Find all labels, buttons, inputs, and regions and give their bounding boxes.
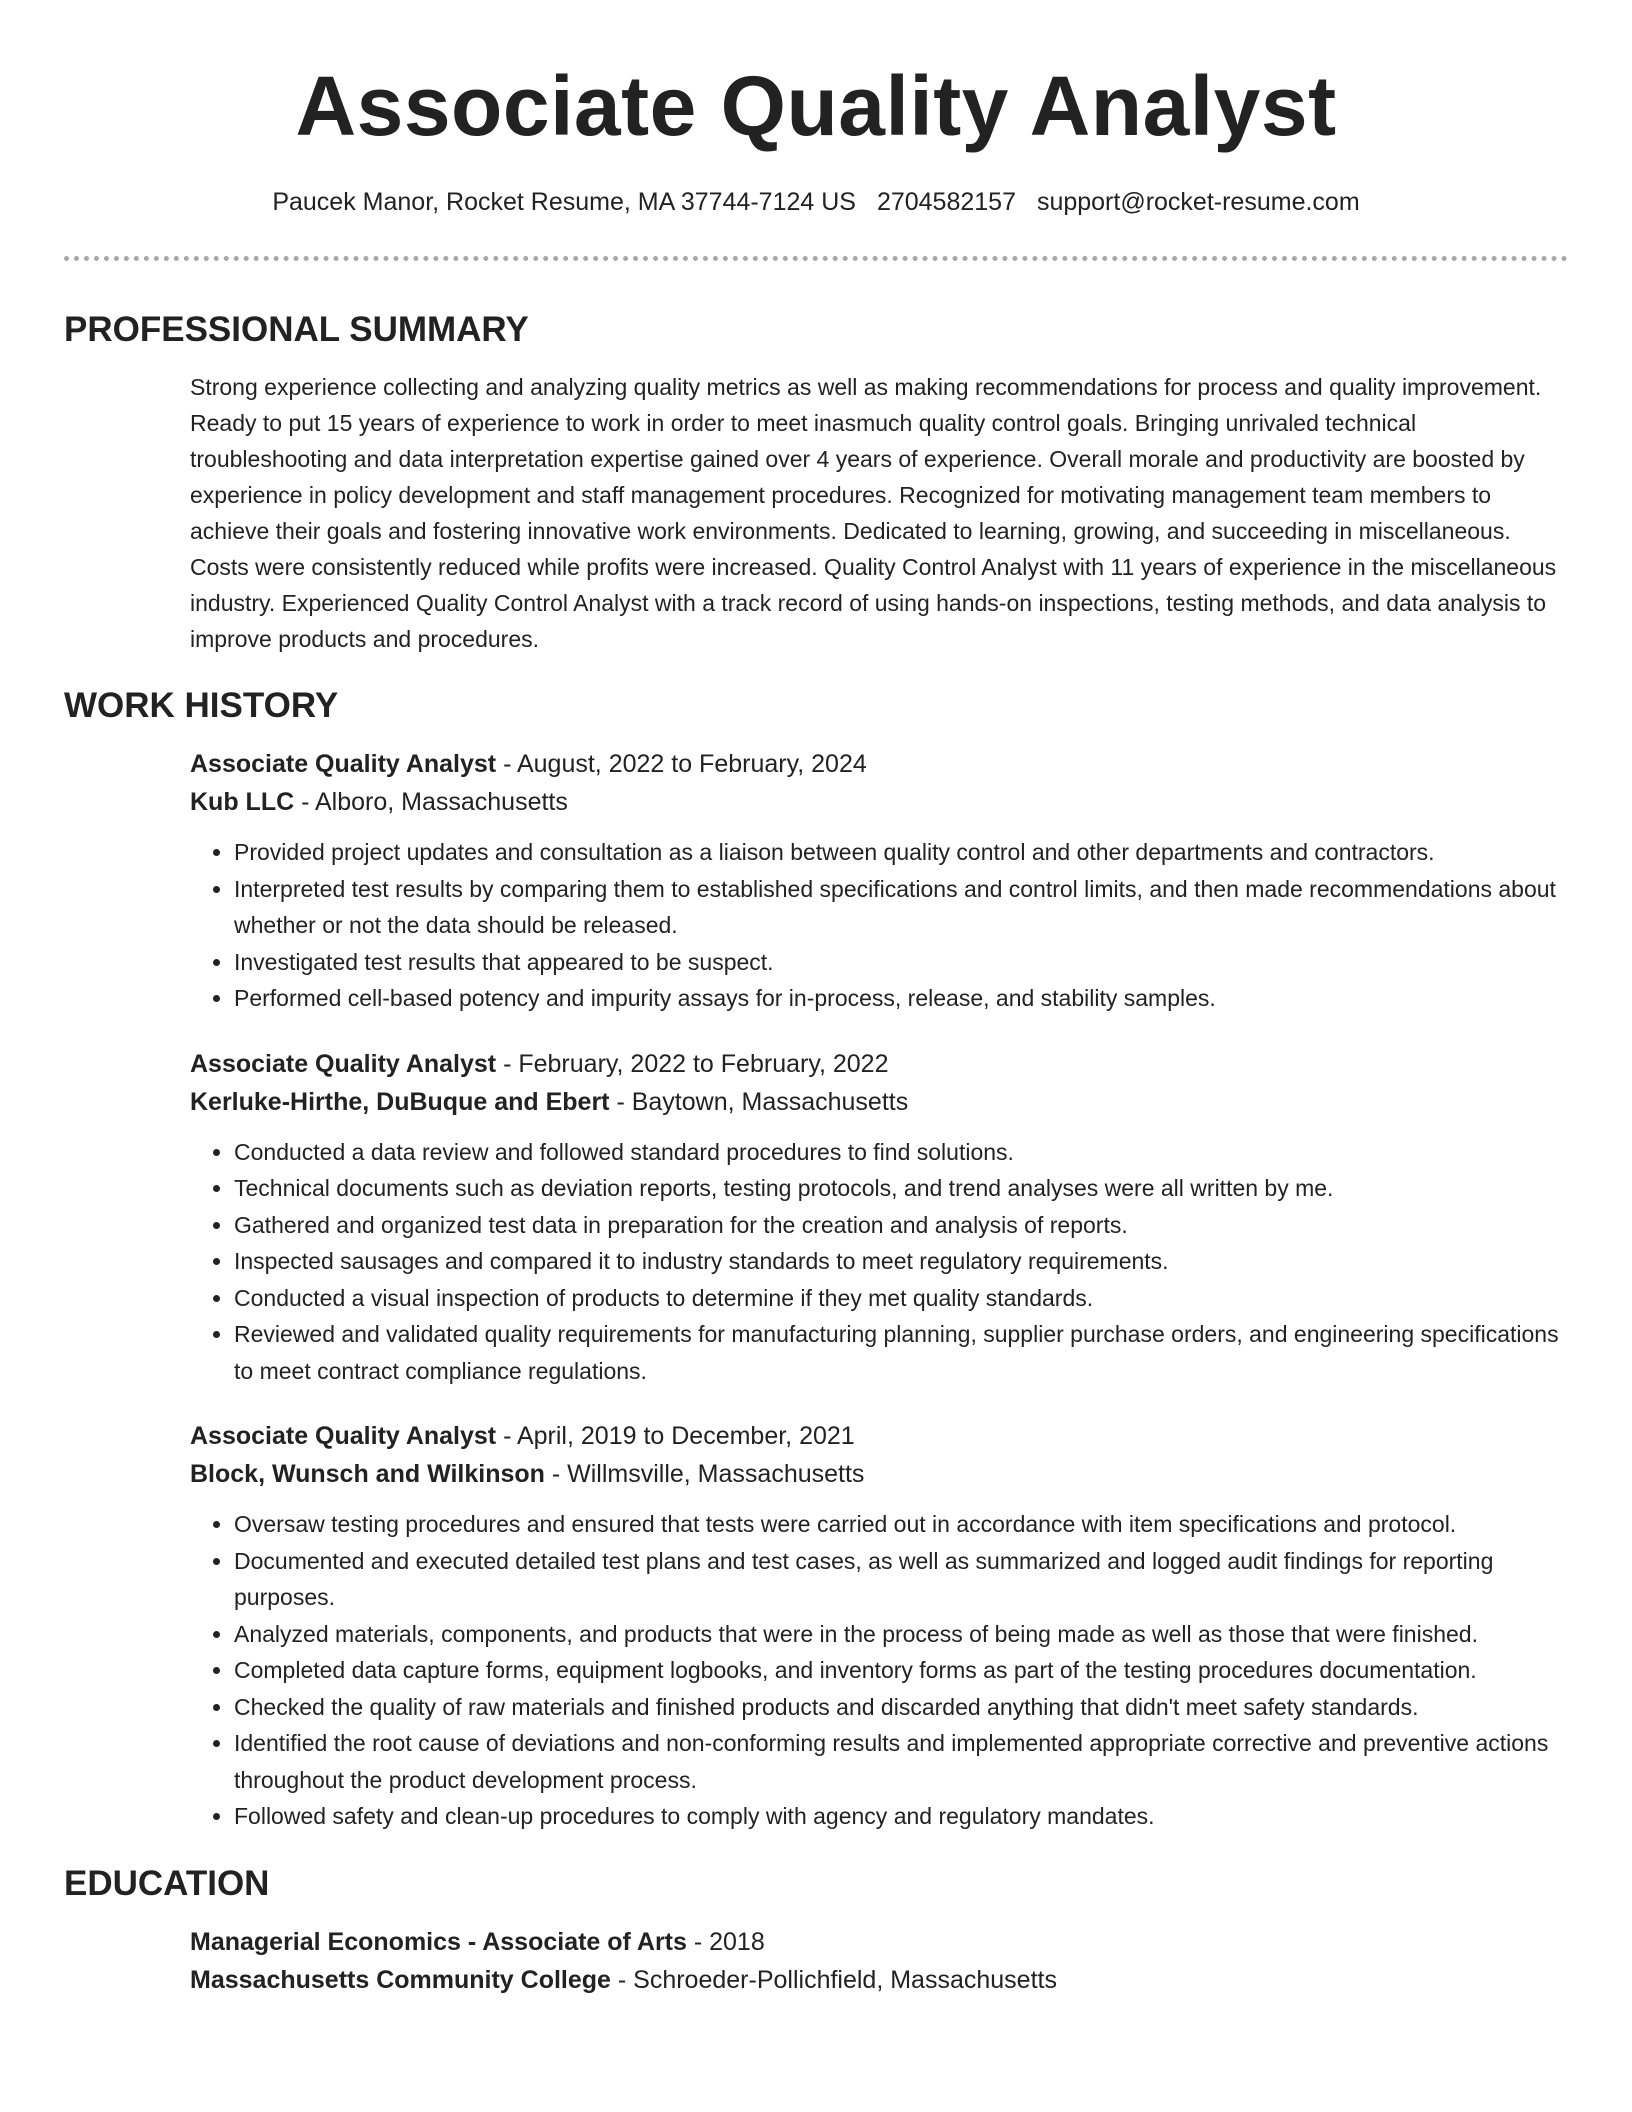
education-heading: EDUCATION [64, 1863, 270, 1903]
job-dates: - April, 2019 to December, 2021 [496, 1422, 855, 1450]
job-bullets [190, 1134, 1568, 1390]
list-item: • Gathered and organized test data in preparation for the creation and analysis of reports. [234, 1207, 1568, 1244]
summary-heading: PROFESSIONAL SUMMARY [64, 310, 529, 349]
list-item: • Conducted a visual inspection of products to determine if they met quality standards. [234, 1280, 1568, 1317]
job-company-line [190, 783, 1568, 821]
job-location: - Baytown, Massachusetts [609, 1087, 909, 1116]
contact-email: support@rocket-resume.com [1036, 188, 1360, 216]
job-bullets [190, 834, 1568, 1017]
job-company: Block, Wunsch and Wilkinson [190, 1460, 545, 1488]
work-history-section [64, 685, 1568, 1835]
summary-text: Strong experience collecting and analyzing quality metrics as well as making recommendations for process and quality improvement. Ready to put 15 years of experience to work in order to meet inasmuch quality control goals. Bringing unrivaled technical troubleshooting and data interpretation expertise gained over 4 years of experience. Overall morale and productivity are boosted by experience in policy development and staff management procedures. Recognized for motivating management team members to achieve their goals and fostering innovative work environments. Dedicated to learning, growing, and succeeding in miscellaneous. Costs were consistently reduced while profits were increased. Quality Control Analyst with 11 years of experience in the miscellaneous industry. Experienced Quality Control Analyst with a track record of using hands-on inspections, testing methods, and data analysis to improve products and procedures. [190, 374, 1557, 652]
list-item: • Completed data capture forms, equipment logbooks, and inventory forms as part of the testing procedures documentation. [234, 1652, 1568, 1689]
job-bullets [190, 1506, 1568, 1835]
list-item: • Provided project updates and consultation as a liaison between quality control and other departments and contractors. [234, 834, 1568, 871]
job-role: Associate Quality Analyst [190, 750, 497, 778]
list-item: • Followed safety and clean-up procedures to comply with agency and regulatory mandates. [234, 1798, 1568, 1835]
job-role: Associate Quality Analyst [190, 1049, 497, 1078]
education-degree: Managerial Economics - Associate of Arts [190, 1927, 687, 1956]
education-body [190, 1923, 1568, 1999]
education-year: - 2018 [686, 1927, 765, 1956]
job-company-line [190, 1083, 1568, 1121]
job-company: Kerluke-Hirthe, DuBuque and Ebert [190, 1087, 610, 1116]
job-title-line [190, 745, 1568, 783]
candidate-name: Associate Quality Analyst [295, 59, 1337, 153]
job-company: Kub LLC [190, 788, 295, 816]
job-location: - Alboro, Massachusetts [294, 788, 568, 816]
contact-phone: 2704582157 [876, 188, 1016, 216]
job-dates: - February, 2022 to February, 2022 [496, 1049, 889, 1078]
education-section [64, 1863, 1568, 1999]
list-item: • Interpreted test results by comparing them to established specifications and control limits, and then made recommendations about whether or not the data should be released. [234, 871, 1568, 944]
summary-body [190, 369, 1568, 657]
list-item: • Oversaw testing procedures and ensured that tests were carried out in accordance with item specifications and protocol. [234, 1506, 1568, 1543]
list-item: • Inspected sausages and compared it to industry standards to meet regulatory requirements. [234, 1243, 1568, 1280]
list-item: • Conducted a data review and followed standard procedures to find solutions. [234, 1134, 1568, 1171]
education-location: - Schroeder-Pollichfield, Massachusetts [610, 1965, 1057, 1994]
list-item: • Reviewed and validated quality requirements for manufacturing planning, supplier purchase orders, and engineering specifications to meet contract compliance regulations. [234, 1316, 1568, 1389]
education-school-line [190, 1961, 1568, 1999]
job-location: - Willmsville, Massachusetts [544, 1460, 865, 1488]
job-title-line [190, 1417, 1568, 1455]
education-school: Massachusetts Community College [190, 1965, 611, 1994]
work-history-body [190, 745, 1568, 1835]
list-item: • Technical documents such as deviation reports, testing protocols, and trend analyses were all written by me. [234, 1170, 1568, 1207]
header-divider [64, 256, 1568, 261]
list-item: • Documented and executed detailed test plans and test cases, as well as summarized and logged audit findings for reporting purposes. [234, 1543, 1568, 1616]
list-item: • Performed cell-based potency and impurity assays for in-process, release, and stability samples. [234, 980, 1568, 1017]
contact-info [64, 186, 1568, 218]
job-entry [190, 1045, 1568, 1390]
education-degree-line [190, 1923, 1568, 1961]
job-dates: - August, 2022 to February, 2024 [496, 750, 867, 778]
list-item: • Investigated test results that appeared to be suspect. [234, 944, 1568, 981]
job-entry [190, 745, 1568, 1017]
list-item: • Analyzed materials, components, and products that were in the process of being made as well as those that were finished. [234, 1616, 1568, 1653]
job-company-line [190, 1455, 1568, 1493]
list-item: • Checked the quality of raw materials and finished products and discarded anything that didn't meet safety standards. [234, 1689, 1568, 1726]
job-role: Associate Quality Analyst [190, 1422, 497, 1450]
job-title-line [190, 1045, 1568, 1083]
summary-section [64, 309, 1568, 657]
job-entry [190, 1417, 1568, 1835]
resume-header [64, 0, 1568, 261]
list-item: • Identified the root cause of deviations and non-conforming results and implemented appropriate corrective and preventive actions throughout the product development process. [234, 1725, 1568, 1798]
contact-address: Paucek Manor, Rocket Resume, MA 37744-7124 US [272, 188, 856, 216]
work-history-heading: WORK HISTORY [64, 686, 339, 725]
